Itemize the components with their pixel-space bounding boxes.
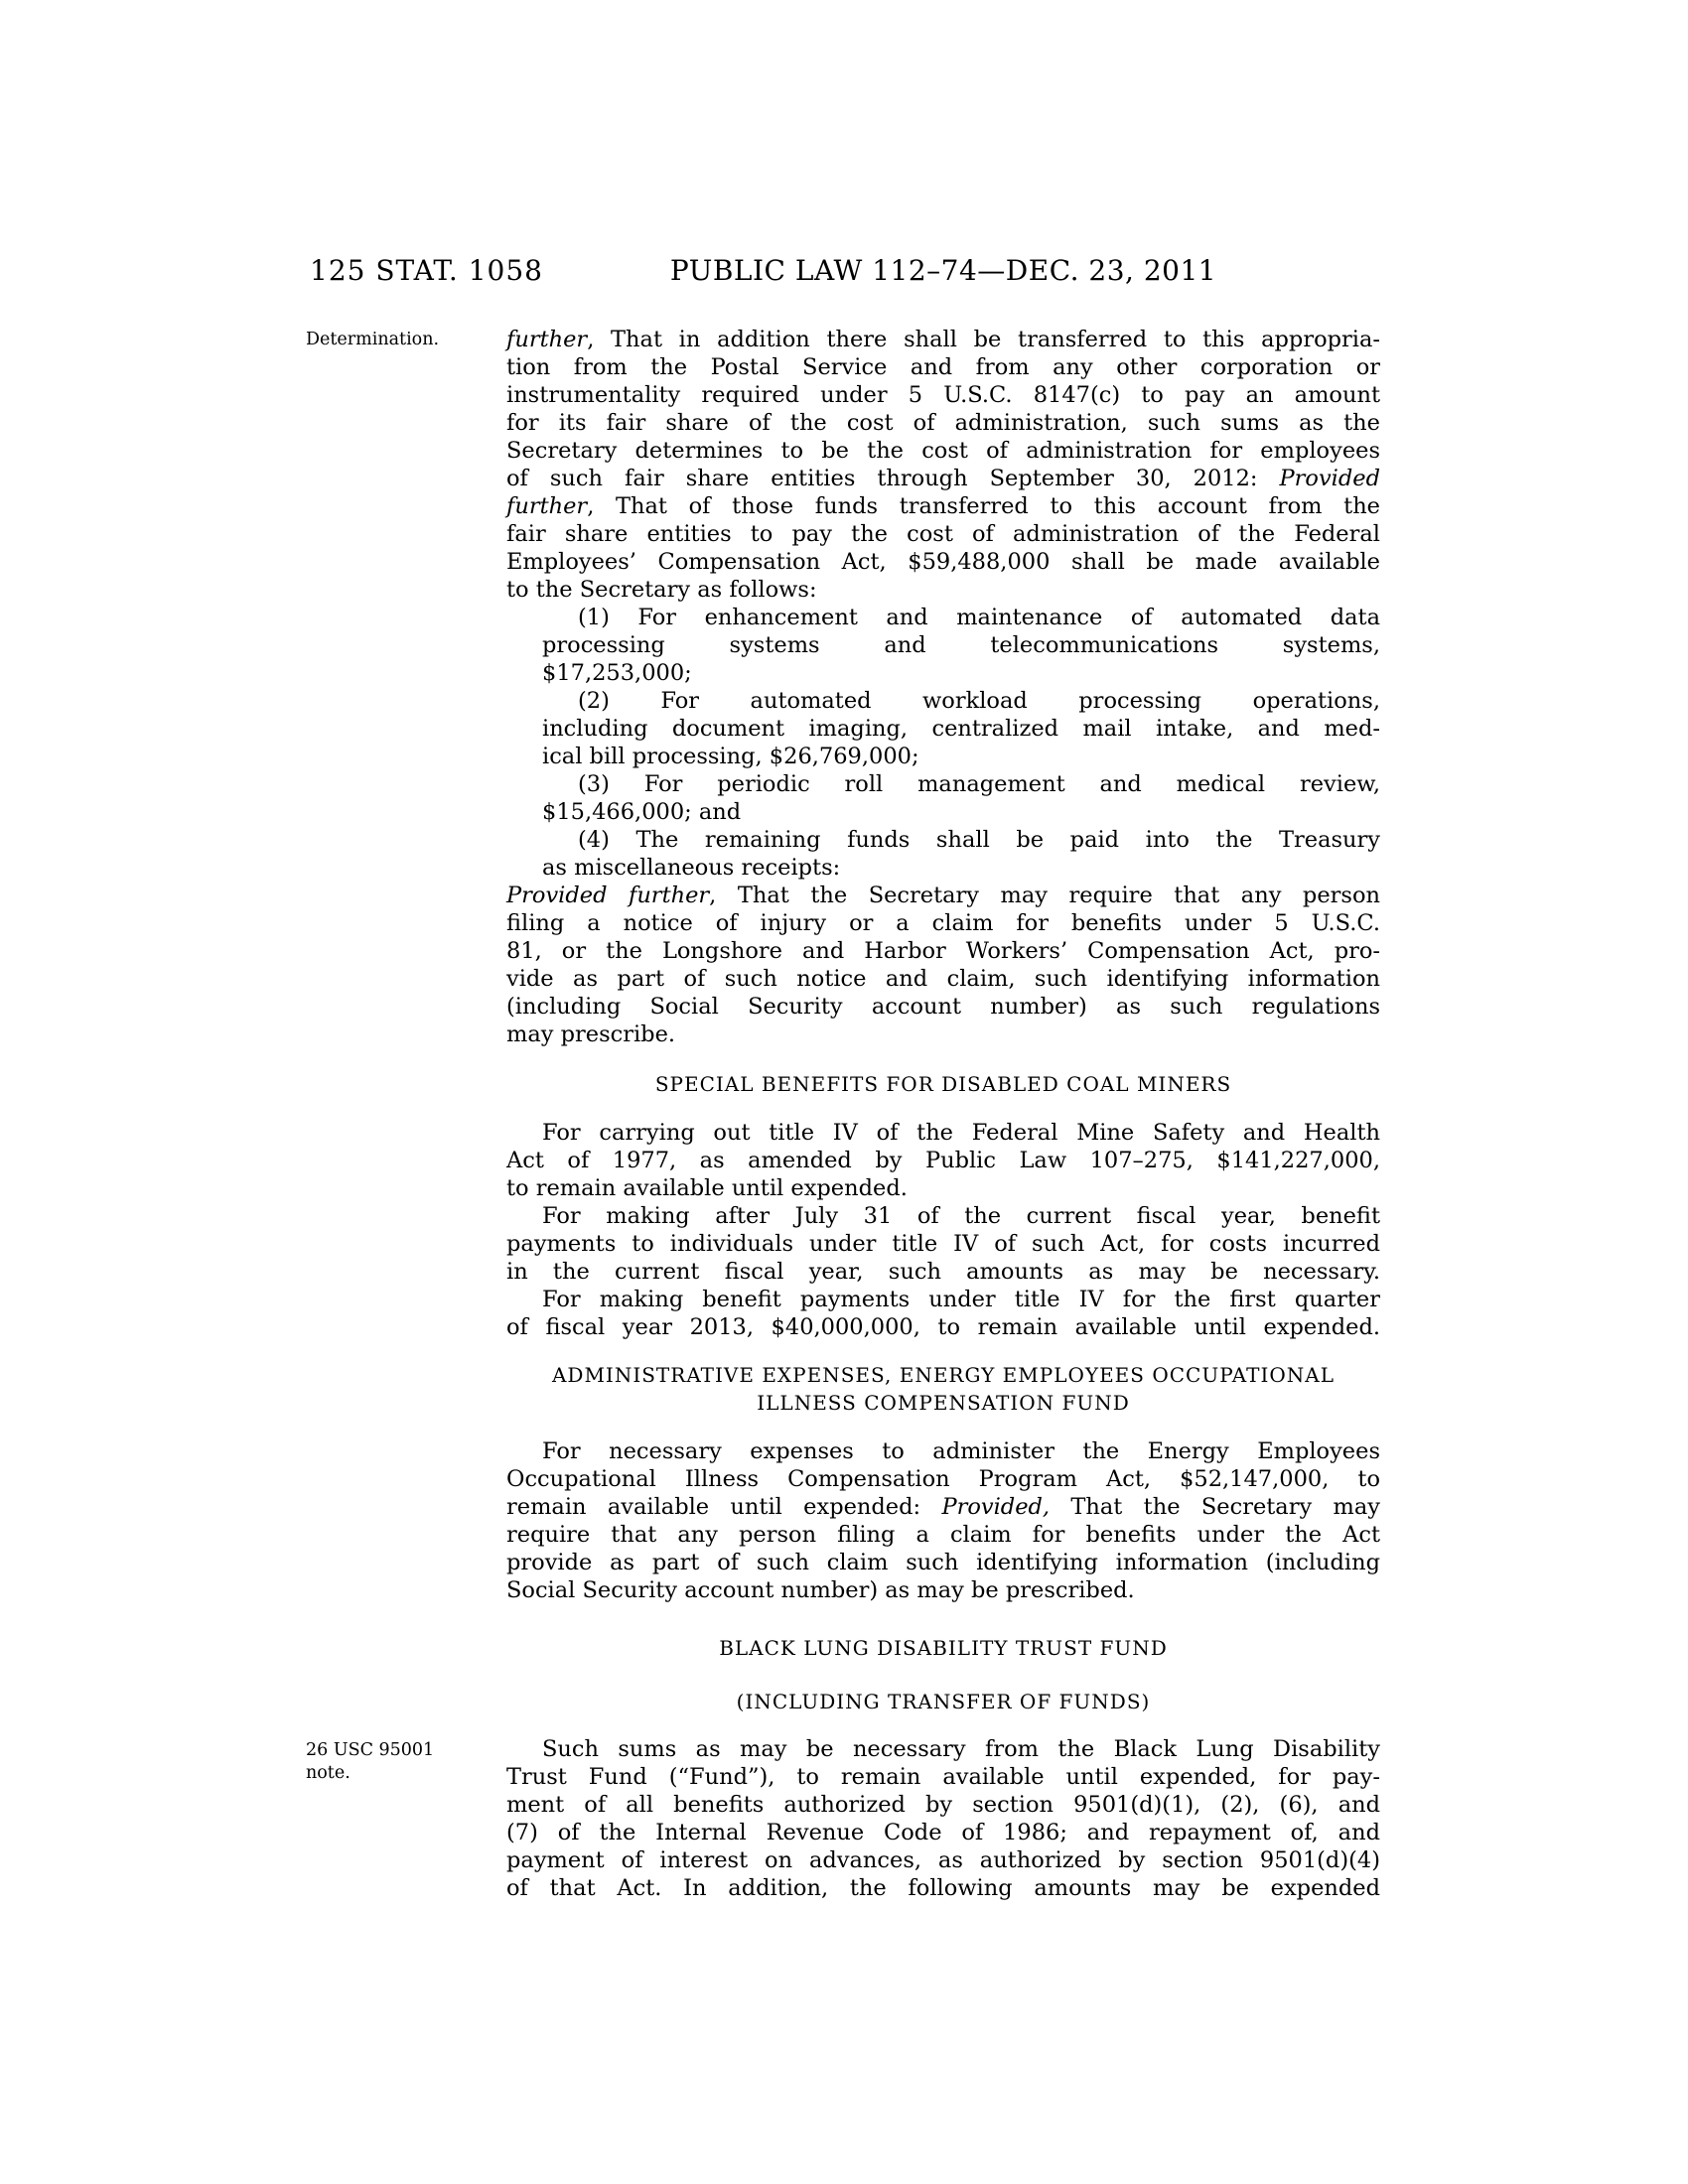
text-line (506, 1119, 1380, 1147)
numbered-item-1 (506, 604, 1380, 687)
text-line (506, 520, 1380, 548)
text-run: filing a notice of injury or a claim for benefits under 5 U.S.C. (506, 910, 1380, 936)
text-line (506, 1791, 1380, 1819)
numbered-item-2 (506, 687, 1380, 770)
text-run: tion from the Postal Service and from any other corporation or (506, 354, 1380, 380)
text-run: Act of 1977, as amended by Public Law 107–275, $141,227,000, (506, 1148, 1380, 1173)
text-run: vide as part of such notice and claim, such identifying information (506, 966, 1380, 992)
text-line (506, 1202, 1380, 1230)
text-run: instrumentality required under 5 U.S.C. 8147(c) to pay an amount (506, 382, 1380, 408)
continuation-paragraph (506, 326, 1380, 604)
body-text-column (506, 326, 1380, 1902)
stat-page-number: 125 STAT. 1058 (310, 254, 543, 287)
text-run: remain available until expended: (506, 1494, 942, 1520)
text-line (506, 659, 1380, 687)
text-line (506, 715, 1380, 743)
text-run: For making after July 31 of the current fiscal year, benefit (542, 1203, 1380, 1229)
text-run: That the Secretary may (1050, 1494, 1380, 1520)
heading-transfer-of-funds (506, 1688, 1380, 1715)
coal-miners-paragraph-1 (506, 1119, 1380, 1202)
text-line (506, 1549, 1380, 1576)
text-run: including document imaging, centralized mail intake, and med- (542, 716, 1380, 742)
numbered-item-3 (506, 770, 1380, 826)
text-line (506, 743, 1380, 770)
heading-special-benefits (506, 1070, 1380, 1098)
public-law-title: PUBLIC LAW 112–74—DEC. 23, 2011 (669, 254, 1217, 287)
text-line (506, 798, 1380, 826)
energy-employees-paragraph (506, 1437, 1380, 1604)
text-line (506, 1735, 1380, 1763)
heading-line: (INCLUDING TRANSFER OF FUNDS) (736, 1690, 1151, 1713)
margin-note-determination (306, 329, 494, 351)
text-line (506, 1313, 1380, 1341)
italic-text-run: Provided (1279, 466, 1380, 491)
text-line (506, 576, 1380, 604)
text-run: provide as part of such claim such identifying information (including (506, 1550, 1380, 1575)
text-line (506, 548, 1380, 576)
heading-line: BLACK LUNG DISABILITY TRUST FUND (719, 1636, 1168, 1660)
proviso-paragraph (506, 882, 1380, 1048)
text-run: in the current fiscal year, such amounts as may be necessary. (506, 1259, 1380, 1285)
text-run: , That of those funds transferred to this account from the (587, 493, 1380, 519)
heading-administrative-expenses (506, 1361, 1380, 1417)
margin-note-line: Determination. (306, 330, 440, 349)
italic-text-run: further (506, 327, 588, 352)
text-line (506, 1874, 1380, 1902)
text-line (506, 937, 1380, 965)
text-line (506, 465, 1380, 492)
heading-line: ADMINISTRATIVE EXPENSES, ENERGY EMPLOYEES OCCUPATIONAL (551, 1363, 1336, 1387)
italic-text-run: further (506, 493, 588, 519)
text-run: of such fair share entities through September 30, 2012: (506, 466, 1280, 491)
text-line (506, 826, 1380, 854)
text-run: Secretary determines to be the cost of administration for employees (506, 438, 1380, 464)
italic-text-run: Provided, (941, 1494, 1051, 1520)
heading-line: ILLNESS COMPENSATION FUND (757, 1391, 1130, 1415)
text-line (506, 770, 1380, 798)
text-line (506, 882, 1380, 909)
text-run: Occupational Illness Compensation Program Act, $52,147,000, to (506, 1466, 1380, 1492)
text-line (506, 854, 1380, 882)
text-run: , That in addition there shall be transferred to this appropria- (587, 327, 1380, 352)
text-run: Such sums as may be necessary from the Black Lung Disability (542, 1736, 1380, 1762)
black-lung-paragraph (506, 1735, 1380, 1902)
text-line (506, 631, 1380, 659)
heading-line: SPECIAL BENEFITS FOR DISABLED COAL MINERS (654, 1072, 1232, 1096)
text-run: For necessary expenses to administer the Energy Employees (542, 1438, 1380, 1464)
text-run: payments to individuals under title IV of such Act, for costs incurred (506, 1231, 1380, 1257)
text-line (506, 604, 1380, 631)
coal-miners-paragraph-2 (506, 1202, 1380, 1286)
text-line (506, 1846, 1380, 1874)
numbered-item-4 (506, 826, 1380, 882)
text-run: (3) For periodic roll management and medical review, (578, 771, 1380, 797)
text-run: 81, or the Longshore and Harbor Workers’ Compensation Act, pro- (506, 938, 1380, 964)
text-line (506, 993, 1380, 1021)
text-line (506, 1763, 1380, 1791)
heading-black-lung (506, 1634, 1380, 1662)
text-line (506, 1258, 1380, 1286)
text-run: (2) For automated workload processing operations, (578, 688, 1380, 714)
text-run: For carrying out title IV of the Federal Mine Safety and Health (542, 1120, 1380, 1146)
text-line (506, 492, 1380, 520)
text-run: may prescribe. (506, 1022, 676, 1047)
text-line (506, 909, 1380, 937)
text-run: Social Security account number) as may be prescribed. (506, 1577, 1135, 1603)
text-run: ment of all benefits authorized by section 9501(d)(1), (2), (6), and (506, 1792, 1380, 1818)
text-line (506, 1147, 1380, 1174)
text-run: (4) The remaining funds shall be paid into the Treasury (578, 827, 1380, 853)
text-run: fair share entities to pay the cost of administration of the Federal (506, 521, 1380, 547)
coal-miners-paragraph-3 (506, 1286, 1380, 1341)
text-line (506, 437, 1380, 465)
text-run: require that any person filing a claim for benefits under the Act (506, 1522, 1380, 1548)
margin-note-usc-citation (306, 1739, 494, 1785)
text-run: payment of interest on advances, as authorized by section 9501(d)(4) (506, 1847, 1380, 1873)
text-line (506, 965, 1380, 993)
text-run: to remain available until expended. (506, 1175, 908, 1201)
text-run: (including Social Security account number) as such regulations (506, 994, 1380, 1020)
text-line (506, 1465, 1380, 1493)
page-header (0, 254, 1688, 288)
text-run: of fiscal year 2013, $40,000,000, to remain available until expended. (506, 1314, 1380, 1340)
margin-note-line: 26 USC 95001 (306, 1740, 435, 1760)
text-run: Employees’ Compensation Act, $59,488,000 shall be made available (506, 549, 1380, 575)
text-run: (1) For enhancement and maintenance of automated data (578, 605, 1380, 630)
text-run: , That the Secretary may require that any person (709, 883, 1380, 908)
text-run: to the Secretary as follows: (506, 577, 817, 603)
text-run: of that Act. In addition, the following amounts may be expended (506, 1875, 1380, 1901)
text-run: Trust Fund (“Fund”), to remain available until expended, for pay- (506, 1764, 1380, 1790)
text-line (506, 687, 1380, 715)
text-line (506, 1493, 1380, 1521)
text-line (506, 409, 1380, 437)
text-line (506, 1230, 1380, 1258)
text-line (506, 1819, 1380, 1846)
text-line (506, 1286, 1380, 1313)
text-run: ical bill processing, $26,769,000; (542, 744, 919, 769)
text-run: processing systems and telecommunications systems, (542, 632, 1380, 658)
text-run: as miscellaneous receipts: (542, 855, 841, 881)
text-line (506, 1521, 1380, 1549)
text-line (506, 353, 1380, 381)
text-line (506, 1021, 1380, 1048)
text-line (506, 1437, 1380, 1465)
text-line (506, 1576, 1380, 1604)
text-run: $15,466,000; and (542, 799, 742, 825)
text-line (506, 326, 1380, 353)
text-line (506, 1174, 1380, 1202)
text-line (506, 381, 1380, 409)
text-run: (7) of the Internal Revenue Code of 1986; and repayment of, and (506, 1820, 1380, 1845)
text-run: for its fair share of the cost of administration, such sums as the (506, 410, 1380, 436)
italic-text-run: Provided further (506, 883, 710, 908)
text-run: For making benefit payments under title IV for the first quarter (542, 1287, 1380, 1312)
text-run: $17,253,000; (542, 660, 692, 686)
margin-note-line: note. (306, 1763, 351, 1783)
